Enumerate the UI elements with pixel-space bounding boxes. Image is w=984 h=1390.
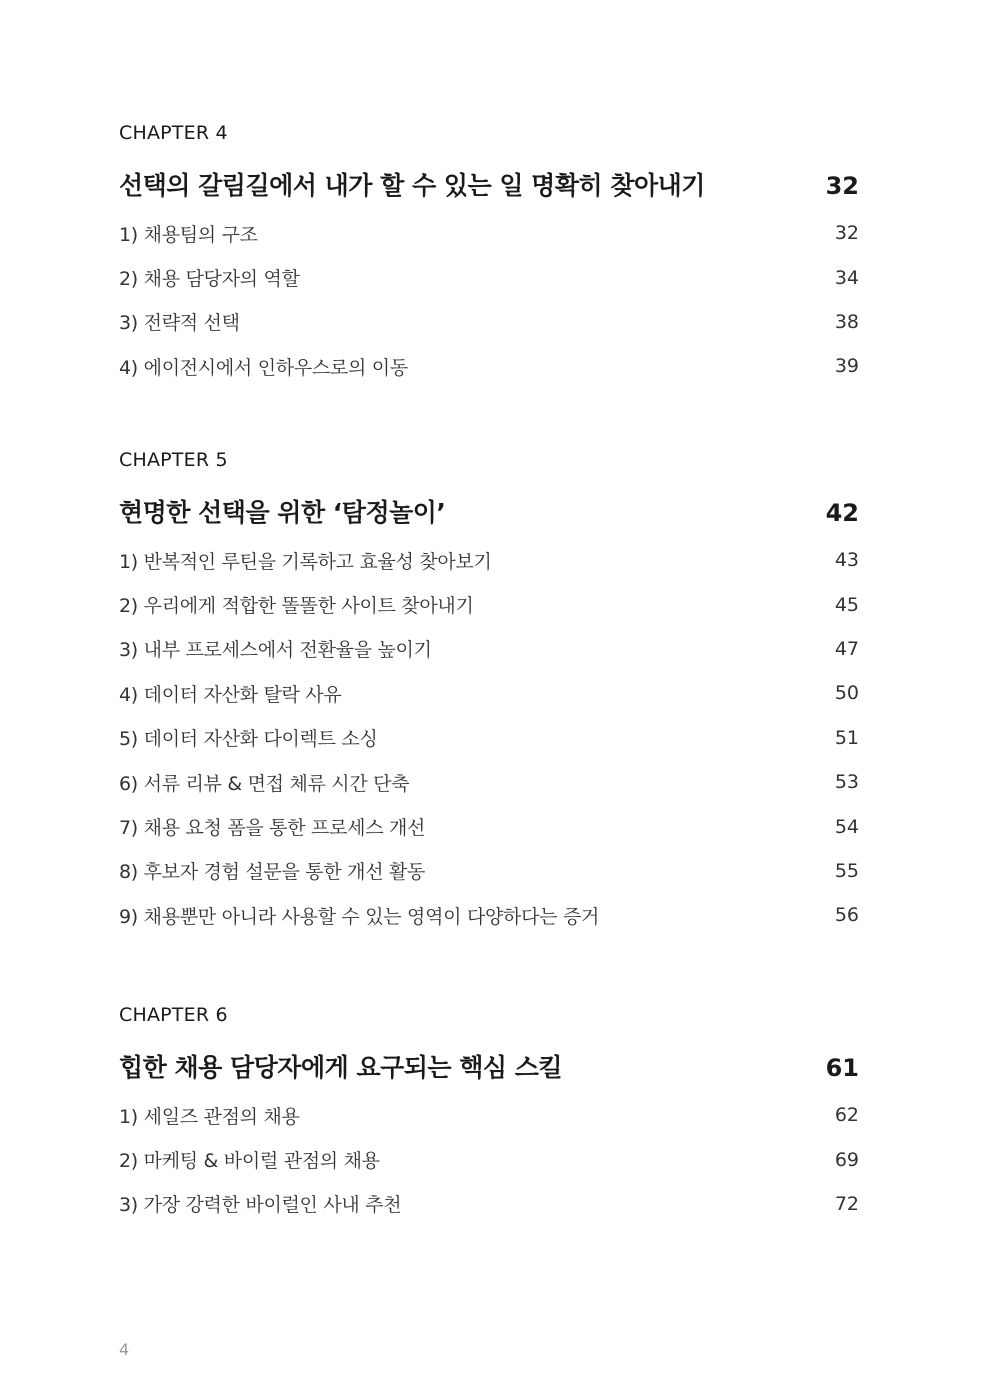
toc-item-label: 2) 채용 담당자의 역할 <box>119 268 300 291</box>
toc-item-label: 2) 우리에게 적합한 똘똘한 사이트 찾아내기 <box>119 595 474 618</box>
toc-item-label: 5) 데이터 자산화 다이렉트 소싱 <box>119 728 378 751</box>
toc-item-label: 1) 세일즈 관점의 채용 <box>119 1105 300 1128</box>
chapter-title: 선택의 갈림길에서 내가 할 수 있는 일 명확히 찾아내기 <box>119 171 705 200</box>
chapter-page-number: 61 <box>825 1054 859 1082</box>
toc-item[interactable] <box>119 671 859 715</box>
toc-item-page: 34 <box>834 266 859 289</box>
toc-item[interactable] <box>119 716 859 760</box>
chapter-heading-row[interactable] <box>119 496 859 530</box>
toc-item[interactable] <box>119 211 859 255</box>
toc-item-page: 50 <box>834 682 859 705</box>
toc-item[interactable] <box>119 1137 859 1181</box>
chapter-label: CHAPTER 5 <box>119 449 228 471</box>
chapter-5-section <box>119 448 859 938</box>
chapter-4-section <box>119 121 859 389</box>
toc-item[interactable] <box>119 538 859 582</box>
toc-item-page: 53 <box>834 771 859 794</box>
toc-item-page: 56 <box>834 904 859 927</box>
chapter-title: 힙한 채용 담당자에게 요구되는 핵심 스킬 <box>119 1053 563 1082</box>
chapter-heading-row[interactable] <box>119 1051 859 1085</box>
toc-item-page: 32 <box>834 222 859 245</box>
toc-item[interactable] <box>119 627 859 671</box>
toc-item-page: 72 <box>834 1192 859 1215</box>
chapter-6-section <box>119 1003 859 1226</box>
toc-item-page: 38 <box>834 310 859 333</box>
toc-item-label: 4) 데이터 자산화 탈락 사유 <box>119 683 342 706</box>
toc-item-label: 3) 전략적 선택 <box>119 312 240 335</box>
toc-item-label: 8) 후보자 경험 설문을 통한 개선 활동 <box>119 861 426 884</box>
chapter-label: CHAPTER 4 <box>119 122 228 144</box>
toc-item-label: 3) 가장 강력한 바이럴인 사내 추천 <box>119 1194 402 1217</box>
chapter-page-number: 32 <box>825 172 859 200</box>
page-number: 4 <box>119 1340 130 1359</box>
toc-item-page: 51 <box>834 726 859 749</box>
chapter-heading-row[interactable] <box>119 169 859 203</box>
toc-item[interactable] <box>119 760 859 804</box>
toc-item[interactable] <box>119 893 859 937</box>
toc-item-label: 4) 에이전시에서 인하우스로의 이동 <box>119 356 408 379</box>
toc-item[interactable] <box>119 1093 859 1137</box>
chapter-title: 현명한 선택을 위한 ‘탐정놀이’ <box>119 498 446 527</box>
toc-item-label: 2) 마케팅 & 바이럴 관점의 채용 <box>119 1150 380 1173</box>
toc-item[interactable] <box>119 300 859 344</box>
toc-item-label: 3) 내부 프로세스에서 전환율을 높이기 <box>119 639 432 662</box>
toc-item-page: 54 <box>834 815 859 838</box>
toc-item[interactable] <box>119 804 859 848</box>
toc-item-label: 9) 채용뿐만 아니라 사용할 수 있는 영역이 다양하다는 증거 <box>119 905 600 928</box>
toc-item-page: 39 <box>834 355 859 378</box>
toc-item-page: 55 <box>834 859 859 882</box>
toc-item-page: 43 <box>834 549 859 572</box>
toc-item-page: 69 <box>834 1148 859 1171</box>
toc-item[interactable] <box>119 1182 859 1226</box>
chapter-label: CHAPTER 6 <box>119 1004 228 1026</box>
toc-item-label: 1) 채용팀의 구조 <box>119 223 258 246</box>
toc-item[interactable] <box>119 344 859 388</box>
toc-item-page: 45 <box>834 593 859 616</box>
toc-item-label: 6) 서류 리뷰 & 면접 체류 시간 단축 <box>119 772 410 795</box>
toc-item[interactable] <box>119 255 859 299</box>
toc-item-label: 1) 반복적인 루틴을 기록하고 효율성 찾아보기 <box>119 550 492 573</box>
toc-item-label: 7) 채용 요청 폼을 통한 프로세스 개선 <box>119 817 426 840</box>
chapter-page-number: 42 <box>825 499 859 527</box>
toc-item[interactable] <box>119 849 859 893</box>
toc-item-page: 47 <box>834 637 859 660</box>
toc-item[interactable] <box>119 582 859 626</box>
toc-item-page: 62 <box>834 1104 859 1127</box>
